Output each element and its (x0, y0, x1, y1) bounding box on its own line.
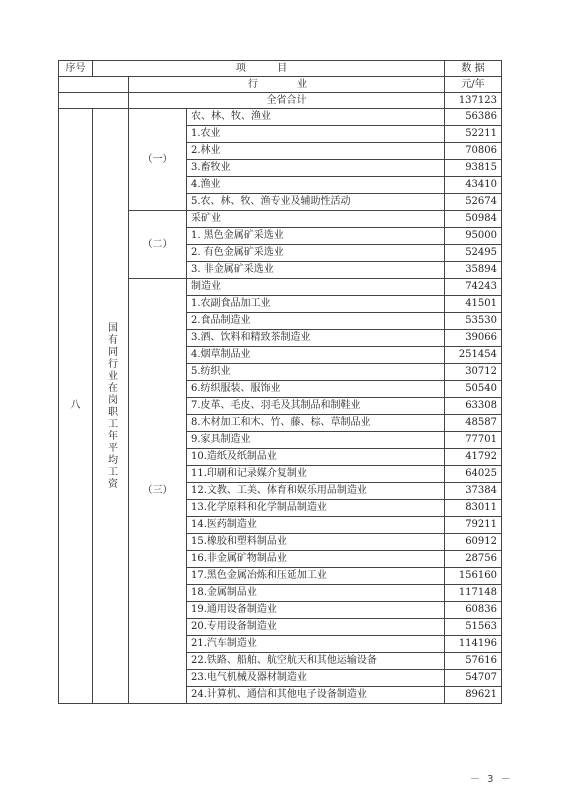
industry-row (59, 77, 502, 93)
section-title: 国有同行业在岗职工年平均工资 (105, 322, 117, 490)
industry-name: 1.农业 (187, 126, 445, 143)
header-row (59, 61, 502, 77)
wage-value: 64025 (445, 466, 502, 483)
wage-value: 43410 (445, 177, 502, 194)
wage-value: 52211 (445, 126, 502, 143)
wage-value: 52495 (445, 245, 502, 262)
industry-name: 3. 非金属矿采选业 (187, 262, 445, 279)
wage-value: 53530 (445, 313, 502, 330)
industry-name: 农、林、牧、渔业 (187, 109, 445, 126)
wage-value: 54707 (445, 670, 502, 687)
industry-name: 15.橡胶和塑料制品业 (187, 534, 445, 551)
wage-value: 79211 (445, 517, 502, 534)
wage-value: 70806 (445, 143, 502, 160)
wage-value: 77701 (445, 432, 502, 449)
wage-value: 41501 (445, 296, 502, 313)
wage-value: 51563 (445, 619, 502, 636)
wage-value: 52674 (445, 194, 502, 211)
industry-name: 16.非金属矿物制品业 (187, 551, 445, 568)
industry-name: 7.皮革、毛皮、羽毛及其制品和制鞋业 (187, 398, 445, 415)
industry-name: 13.化学原料和化学制品制造业 (187, 500, 445, 517)
total-value: 137123 (445, 93, 502, 109)
wage-value: 83011 (445, 500, 502, 517)
industry-name: 5.农、林、牧、渔专业及辅助性活动 (187, 194, 445, 211)
group-label: （一） (129, 109, 187, 211)
wage-value: 50984 (445, 211, 502, 228)
industry-name: 3.畜牧业 (187, 160, 445, 177)
industry-name: 采矿业 (187, 211, 445, 228)
industry-name: 20.专用设备制造业 (187, 619, 445, 636)
wage-value: 56386 (445, 109, 502, 126)
wage-value: 251454 (445, 347, 502, 364)
unit-header: 元/年 (445, 77, 502, 93)
wage-value: 89621 (445, 687, 502, 704)
wage-value: 60912 (445, 534, 502, 551)
wage-value: 57616 (445, 653, 502, 670)
industry-name: 24.计算机、通信和其他电子设备制造业 (187, 687, 445, 704)
wage-value: 35894 (445, 262, 502, 279)
wage-value: 114196 (445, 636, 502, 653)
blank-cell (59, 93, 129, 109)
industry-name: 21.汽车制造业 (187, 636, 445, 653)
industry-name: 10.造纸及纸制品业 (187, 449, 445, 466)
industry-name: 制造业 (187, 279, 445, 296)
item-header: 项 目 (93, 61, 445, 77)
industry-name: 8.木材加工和木、竹、藤、棕、草制品业 (187, 415, 445, 432)
wage-value: 117148 (445, 585, 502, 602)
wage-value: 50540 (445, 381, 502, 398)
industry-name: 4.渔业 (187, 177, 445, 194)
industry-name: 4.烟草制品业 (187, 347, 445, 364)
wage-value: 156160 (445, 568, 502, 585)
industry-name: 9.家具制造业 (187, 432, 445, 449)
industry-name: 6.纺织服装、服饰业 (187, 381, 445, 398)
industry-name: 1. 黑色金属矿采选业 (187, 228, 445, 245)
data-header: 数 据 (445, 61, 502, 77)
industry-name: 1.农副食品加工业 (187, 296, 445, 313)
wage-value: 95000 (445, 228, 502, 245)
wage-value: 39066 (445, 330, 502, 347)
industry-name: 23.电气机械及器材制造业 (187, 670, 445, 687)
wage-table (58, 60, 502, 704)
industry-header: 行 业 (129, 77, 445, 93)
industry-name: 19.通用设备制造业 (187, 602, 445, 619)
seq-header: 序号 (59, 61, 93, 77)
industry-name: 2.林业 (187, 143, 445, 160)
wage-value: 60836 (445, 602, 502, 619)
industry-name: 5.纺织业 (187, 364, 445, 381)
wage-value: 63308 (445, 398, 502, 415)
wage-value: 48587 (445, 415, 502, 432)
wage-value: 74243 (445, 279, 502, 296)
group-label: （二） (129, 211, 187, 279)
blank-cell (59, 77, 129, 93)
wage-value: 41792 (445, 449, 502, 466)
page-number: － 3 － (470, 774, 513, 785)
total-label: 全省合计 (129, 93, 445, 109)
wage-value: 37384 (445, 483, 502, 500)
industry-name: 2.食品制造业 (187, 313, 445, 330)
industry-name: 11.印刷和记录媒介复制业 (187, 466, 445, 483)
wage-value: 28756 (445, 551, 502, 568)
group-label: （三） (129, 279, 187, 704)
table-row (59, 109, 502, 126)
industry-name: 2. 有色金属矿采选业 (187, 245, 445, 262)
wage-value: 30712 (445, 364, 502, 381)
industry-name: 18.金属制品业 (187, 585, 445, 602)
industry-name: 17.黑色金属冶炼和压延加工业 (187, 568, 445, 585)
section-number: 八 (59, 109, 93, 704)
industry-name: 14.医药制造业 (187, 517, 445, 534)
wage-value: 93815 (445, 160, 502, 177)
total-row (59, 93, 502, 109)
industry-name: 3.酒、饮料和精致茶制造业 (187, 330, 445, 347)
section-title-cell (93, 109, 129, 704)
industry-name: 22.铁路、船舶、航空航天和其他运输设备 (187, 653, 445, 670)
industry-name: 12.文教、工美、体育和娱乐用品制造业 (187, 483, 445, 500)
